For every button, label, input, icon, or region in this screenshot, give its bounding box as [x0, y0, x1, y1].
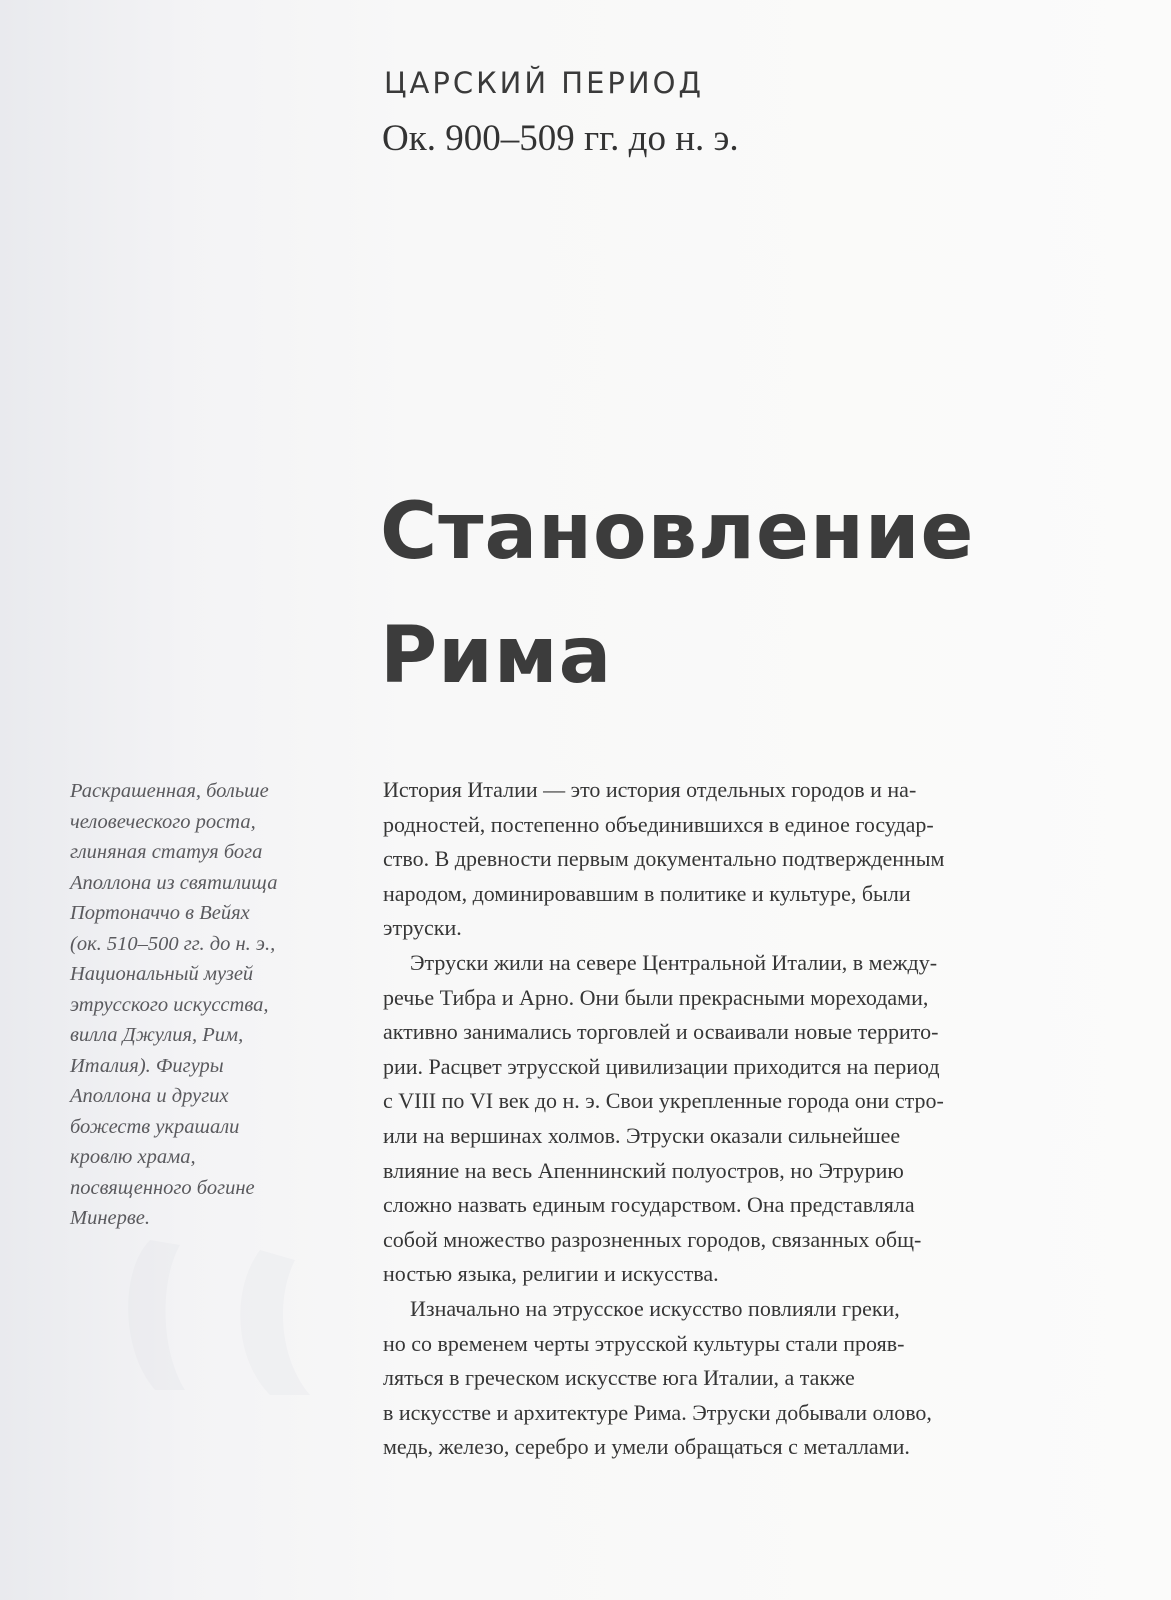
paragraph-line: речье Тибра и Арно. Они были прекрасными мореходами, — [383, 984, 929, 1010]
paragraph-line: народом, доминировавшим в политике и культуре, были — [383, 880, 911, 906]
paragraph-line: сложно назвать единым государством. Она представляла — [383, 1192, 915, 1218]
caption-line: Италия). Фигуры — [70, 1054, 224, 1077]
image-caption — [70, 776, 345, 1234]
caption-line: кровлю храма, — [70, 1146, 196, 1168]
paragraph-line: рии. Расцвет этрусской цивилизации приходится на период — [383, 1053, 940, 1079]
show-through-mark — [110, 1230, 340, 1400]
caption-line: вилла Джулия, Рим, — [70, 1024, 244, 1046]
caption-line: человеческого роста, — [70, 810, 256, 833]
paragraph-line: Этруски жили на севере Центральной Италии, в между- — [410, 949, 938, 975]
section-label: ЦАРСКИЙ ПЕРИОД — [384, 66, 705, 100]
caption-line: Минерве. — [70, 1207, 150, 1229]
caption-line: Аполлона и других — [70, 1085, 229, 1107]
paragraph-line: ляться в греческом искусстве юга Италии, а также — [383, 1365, 855, 1391]
date-range: Ок. 900–509 гг. до н. э. — [382, 118, 739, 159]
body-text — [383, 773, 1103, 1465]
caption-line: Портоначчо в Вейях — [70, 902, 250, 924]
caption-line: Раскрашенная, больше — [70, 780, 269, 802]
paragraph-line: Изначально на этрусское искусство повлияли греки, — [410, 1295, 900, 1321]
caption-line: божеств украшали — [70, 1115, 240, 1138]
paragraph-line: или на вершинах холмов. Этруски оказали сильнейшее — [383, 1122, 901, 1148]
paragraph-line: с VIII по VI век до н. э. Свои укрепленные города они стро- — [383, 1088, 944, 1114]
caption-line: Аполлона из святилища — [70, 871, 278, 894]
caption-line: Национальный музей — [70, 963, 254, 985]
paragraph-line: но со временем черты этрусской культуры стали прояв- — [383, 1330, 905, 1356]
caption-line: (ок. 510–500 гг. до н. э., — [70, 932, 276, 955]
chapter-title-line: Становление — [380, 487, 975, 577]
paragraph-line: родностей, постепенно объединившихся в единое государ- — [383, 811, 934, 837]
paragraph-line: медь, железо, серебро и умели обращаться с металлами. — [383, 1434, 910, 1460]
paragraph-line: влияние на весь Апеннинский полуостров, но Этрурию — [383, 1157, 904, 1183]
paragraph-line: ство. В древности первым документально подтвержденным — [383, 846, 945, 872]
caption-line: посвященного богине — [70, 1176, 255, 1199]
chapter-title-line: Рима — [380, 611, 613, 701]
paragraph-line: ностью языка, религии и искусства. — [383, 1261, 719, 1287]
paragraph-line: собой множество разрозненных городов, связанных общ- — [383, 1226, 922, 1252]
caption-line: глиняная статуя бога — [70, 841, 263, 863]
paragraph-line: активно занимались торговлей и осваивали новые террито- — [383, 1019, 939, 1045]
paragraph-line: История Италии — это история отдельных городов и на- — [383, 777, 917, 802]
paragraph-line: в искусстве и архитектуре Рима. Этруски добывали олово, — [383, 1399, 932, 1425]
paragraph-line: этруски. — [383, 915, 462, 941]
caption-line: этрусского искусства, — [70, 993, 269, 1016]
chapter-title — [380, 470, 974, 718]
